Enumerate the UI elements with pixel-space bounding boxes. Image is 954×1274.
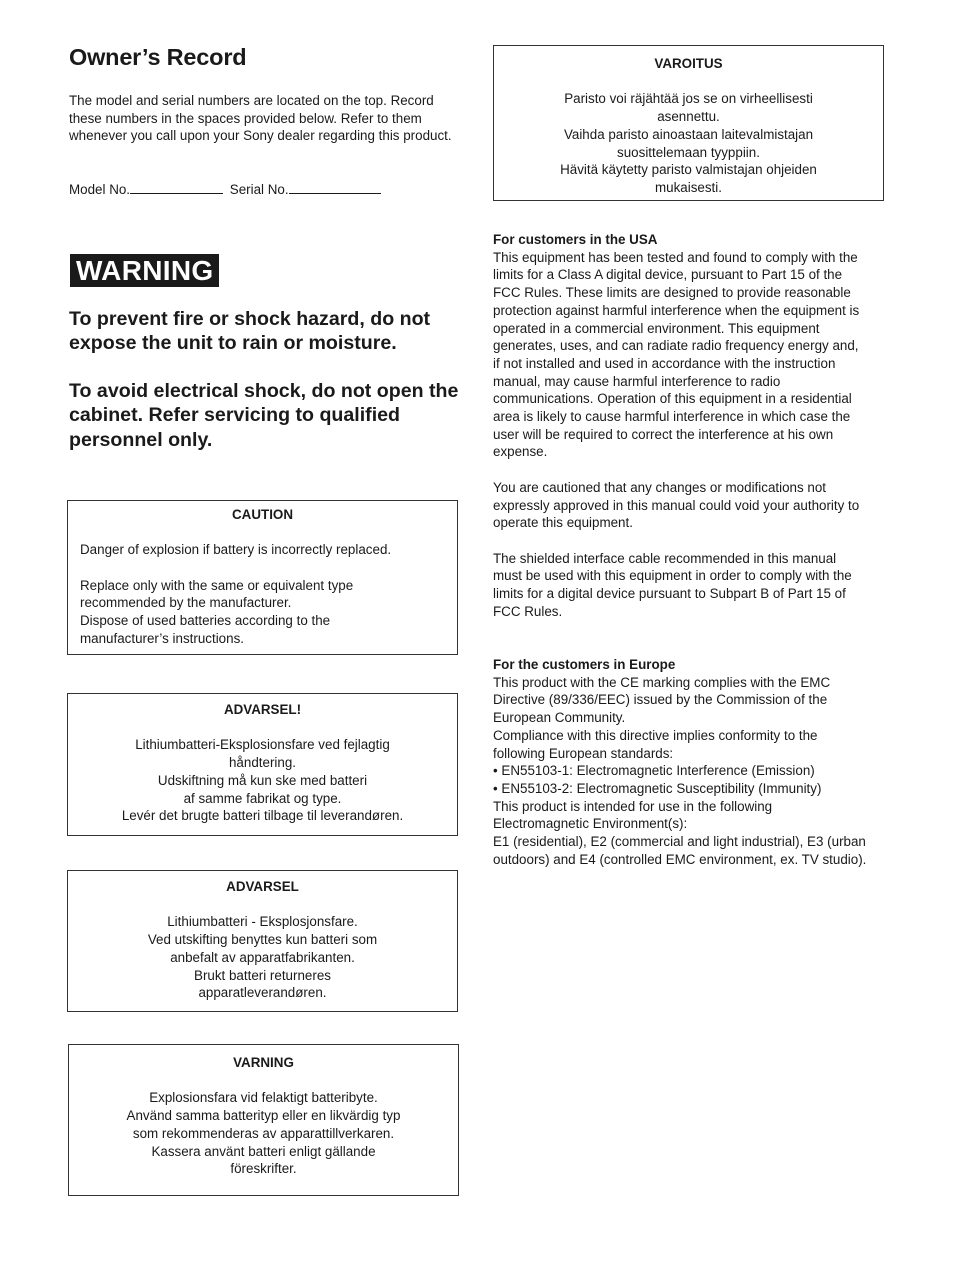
varoitus-finnish-box bbox=[493, 45, 884, 201]
usa-section bbox=[493, 231, 868, 620]
europe-standard-item: • EN55103-1: Electromagnetic Interference (Emission) bbox=[493, 763, 815, 779]
varning-swedish-box bbox=[68, 1044, 459, 1196]
notice-line: Lithiumbatteri - Eksplosjonsfare. bbox=[167, 914, 358, 930]
model-number-blank bbox=[130, 180, 223, 194]
europe-paragraph: This product is intended for use in the following Electromagnetic Environment(s): bbox=[493, 798, 773, 832]
notice-line: föreskrifter. bbox=[230, 1161, 297, 1177]
notice-line: Ved utskifting benyttes kun batteri som bbox=[147, 932, 378, 948]
notice-line: mukaisesti. bbox=[655, 179, 722, 195]
usa-paragraph: This equipment has been tested and found to comply with the limits for a Class A digital device, pursuant to Part 15 of the FCC Rules. These limits are designed to provide reasonable protection against harmful interference when the equipment is operated in a commercial environment. This equipment generates, uses, and can radiate radio frequency energy and, if not installed and used in accordance with the instruction manual, may cause harmful interference to radio communications. Operation of this equipment in a residential area is likely to cause harmful interference in which case the user will be required to correct the interference at his own expense. bbox=[493, 249, 860, 460]
notice-line: som rekommenderas av apparattillverkaren. bbox=[132, 1125, 395, 1141]
notice-line: apparatleverandøren. bbox=[198, 985, 327, 1001]
warning-statement-fire: To prevent fire or shock hazard, do not expose the unit to rain or moisture. bbox=[69, 308, 431, 355]
europe-section-title: For the customers in Europe bbox=[493, 657, 676, 672]
caution-line: Danger of explosion if battery is incorrectly replaced. bbox=[80, 542, 392, 558]
caution-body bbox=[80, 541, 445, 647]
europe-section bbox=[493, 656, 868, 868]
varning-title: VARNING bbox=[233, 1055, 294, 1070]
notice-line: af samme fabrikat og type. bbox=[183, 790, 342, 806]
notice-line: Vaihda paristo ainoastaan laitevalmistajan bbox=[563, 126, 814, 142]
usa-paragraph: The shielded interface cable recommended in this manual must be used with this equipment in order to comply with the limits for a digital device pursuant to Subpart B of Part 15 of FCC Rules. bbox=[493, 550, 852, 619]
notice-line: Kassera använt batteri enligt gällande bbox=[151, 1143, 376, 1159]
europe-paragraph: Compliance with this directive implies conformity to the following European standards: bbox=[493, 727, 818, 761]
caution-title: CAUTION bbox=[232, 507, 293, 522]
varning-body bbox=[77, 1089, 450, 1178]
advarsel-norwegian-body bbox=[76, 913, 449, 1002]
europe-paragraph: This product with the CE marking complies with the EMC Directive (89/336/EEC) issued by the Commission of the European Community. bbox=[493, 674, 831, 726]
usa-paragraph: You are cautioned that any changes or modifications not expressly approved in this manual could void your authority to operate this equipment. bbox=[493, 479, 860, 531]
advarsel-danish-body bbox=[76, 736, 449, 825]
notice-line: Explosionsfara vid felaktigt batteribyte. bbox=[149, 1090, 378, 1106]
record-fields bbox=[69, 180, 381, 199]
notice-line: Udskiftning må kun ske med batteri bbox=[157, 772, 368, 788]
notice-line: Paristo voi räjähtää jos se on virheellisesti bbox=[564, 91, 813, 107]
europe-paragraph: E1 (residential), E2 (commercial and light industrial), E3 (urban outdoors) and E4 (controlled EMC environment, ex. TV studio). bbox=[493, 834, 867, 867]
notice-line: suosittelemaan tyyppiin. bbox=[617, 144, 760, 160]
notice-line: Lithiumbatteri-Eksplosionsfare ved fejlagtig bbox=[135, 737, 390, 753]
varoitus-title: VAROITUS bbox=[654, 56, 723, 71]
model-number-label: Model No. bbox=[69, 182, 131, 197]
advarsel-norwegian-title: ADVARSEL bbox=[226, 879, 299, 894]
notice-line: håndtering. bbox=[228, 755, 296, 771]
caution-box bbox=[67, 500, 458, 655]
caution-line: Replace only with the same or equivalent type recommended by the manufacturer. bbox=[80, 577, 354, 611]
advarsel-norwegian-box bbox=[67, 870, 458, 1012]
serial-number-blank bbox=[289, 180, 381, 194]
notice-line: Hävitä käytetty paristo valmistajan ohjeiden bbox=[560, 162, 817, 178]
europe-standard-item: • EN55103-2: Electromagnetic Susceptibility (Immunity) bbox=[493, 780, 822, 796]
serial-number-label: Serial No. bbox=[229, 182, 289, 197]
warning-statement-shock: To avoid electrical shock, do not open the cabinet. Refer servicing to qualified personnel only. bbox=[69, 380, 459, 451]
warning-badge: WARNING bbox=[70, 254, 219, 287]
notice-line: Brukt batteri returneres bbox=[194, 967, 331, 983]
notice-line: asennettu. bbox=[657, 109, 720, 125]
notice-line: Levér det brugte batteri tilbage til leverandøren. bbox=[121, 808, 404, 824]
advarsel-danish-box bbox=[67, 693, 458, 836]
notice-line: anbefalt av apparatfabrikanten. bbox=[170, 949, 355, 965]
owners-record-intro: The model and serial numbers are located on the top. Record these numbers in the spaces provided below. Refer to them whenever you call upon your Sony dealer regarding this product. bbox=[69, 93, 452, 144]
notice-line: Använd samma batterityp eller en likvärdig typ bbox=[126, 1108, 401, 1124]
caution-line: Dispose of used batteries according to the manufacturer’s instructions. bbox=[80, 613, 331, 646]
varoitus-body bbox=[502, 90, 875, 196]
advarsel-danish-title: ADVARSEL! bbox=[223, 702, 302, 717]
usa-section-title: For customers in the USA bbox=[493, 232, 658, 247]
owners-record-title: Owner’s Record bbox=[69, 44, 247, 70]
